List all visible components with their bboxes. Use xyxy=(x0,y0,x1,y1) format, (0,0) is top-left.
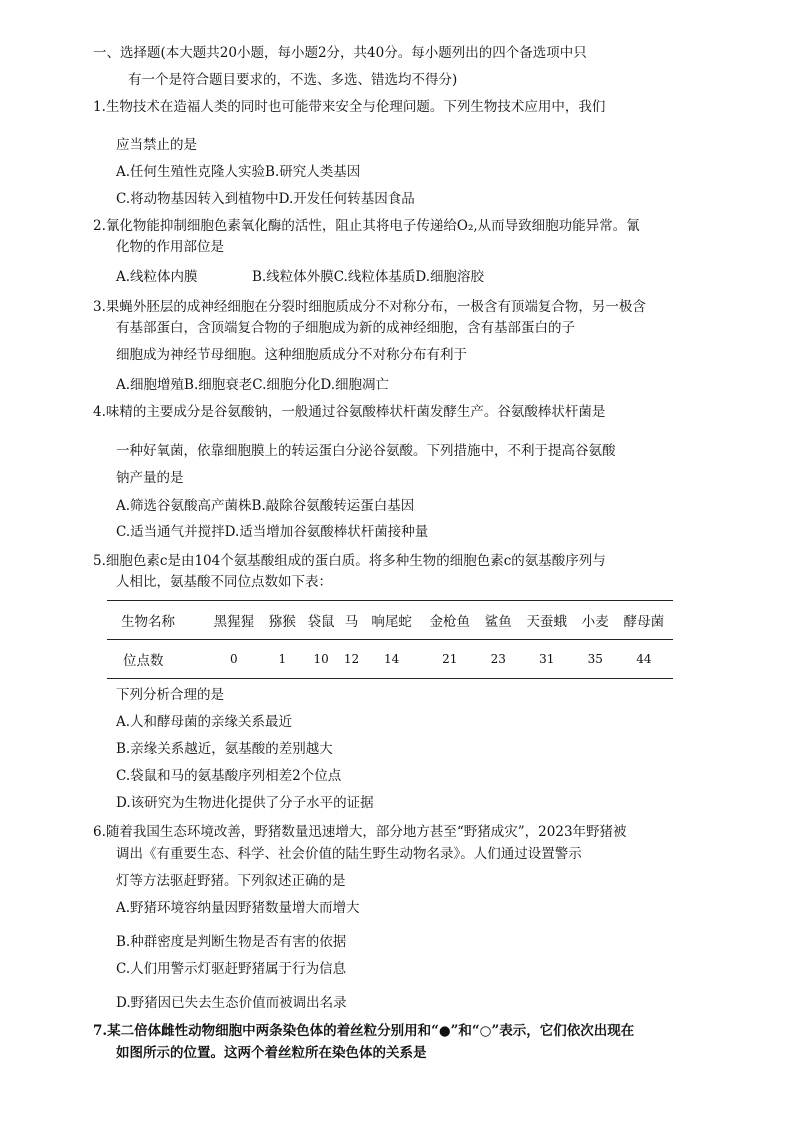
table-cell: 0 xyxy=(205,640,263,679)
q4-options-cd: C.适当通气并搅拌D.适当增加谷氨酸棒状杆菌接种量 xyxy=(116,524,429,540)
table-cell: 44 xyxy=(615,640,673,679)
q6-option-d: D.野猪因已失去生态价值而被调出名录 xyxy=(116,995,347,1011)
q6-stem-1: 6.随着我国生态环境改善，野猪数量迅速增大，部分地方甚至“野猪成灾”，2023年野猪被 xyxy=(93,824,627,840)
table-cell: 14 xyxy=(362,640,420,679)
q2-options-bcd: B.线粒体外膜C.线粒体基质D.细胞溶胶 xyxy=(252,269,484,285)
table-cell: 23 xyxy=(479,640,518,679)
q1-options-ab: A.任何生殖性克隆人实验B.研究人类基因 xyxy=(116,164,361,180)
table-cell: 10 xyxy=(302,640,341,679)
q5-option-a: A.人和酵母菌的亲缘关系最近 xyxy=(116,714,293,730)
q3-options: A.细胞增殖B.细胞衰老C.细胞分化D.细胞凋亡 xyxy=(116,377,390,393)
q1-stem-1: 1.生物技术在造福人类的同时也可能带来安全与伦理问题。下列生物技术应用中，我们 xyxy=(93,99,606,115)
q4-stem-2: 一种好氧菌，依靠细胞膜上的转运蛋白分泌谷氨酸。下列措施中，不利于提高谷氨酸 xyxy=(116,443,616,459)
q6-stem-3: 灯等方法驱赶野猪。下列叙述正确的是 xyxy=(116,873,346,889)
q6-option-c: C.人们用警示灯驱赶野猪属于行为信息 xyxy=(116,961,347,977)
q5-question: 下列分析合理的是 xyxy=(116,687,224,703)
q5-stem-2: 人相比，氨基酸不同位点数如下表： xyxy=(116,574,332,590)
table-header-cell: 鲨鱼 xyxy=(479,601,518,640)
q3-stem-3: 细胞成为神经节母细胞。这种细胞质成分不对称分布有利于 xyxy=(116,347,467,363)
q5-option-b: B.亲缘关系越近，氨基酸的差别越大 xyxy=(116,741,333,757)
q5-option-d: D.该研究为生物进化提供了分子水平的证据 xyxy=(116,795,374,811)
q2-option-a: A.线粒体内膜 xyxy=(116,269,198,285)
table-header-cell: 天蚕蛾 xyxy=(518,601,576,640)
section-title-cont: 有一个是符合题目要求的，不选、多选、错选均不得分) xyxy=(128,72,458,88)
table-cell: 21 xyxy=(421,640,479,679)
table-header-cell: 黑猩猩 xyxy=(205,601,263,640)
q7-stem-2: 如图所示的位置。这两个着丝粒所在染色体的关系是 xyxy=(116,1045,427,1061)
q4-stem-1: 4.味精的主要成分是谷氨酸钠，一般通过谷氨酸棒状杆菌发酵生产。谷氨酸棒状杆菌是 xyxy=(93,404,606,420)
table-header-cell: 生物名称 xyxy=(107,601,205,640)
table-header-cell: 小麦 xyxy=(576,601,615,640)
q6-option-b: B.种群密度是判断生物是否有害的依据 xyxy=(116,934,347,950)
q3-stem-2: 有基部蛋白，含顶端复合物的子细胞成为新的成神经细胞，含有基部蛋白的子 xyxy=(116,320,575,336)
q1-stem-2: 应当禁止的是 xyxy=(116,137,197,153)
table-cell: 12 xyxy=(341,640,363,679)
q2-stem-2: 化物的作用部位是 xyxy=(116,239,224,255)
q6-stem-2: 调出《有重要生态、科学、社会价值的陆生野生动物名录》。人们通过设置警示 xyxy=(116,846,582,862)
table-header-cell: 马 xyxy=(341,601,363,640)
table-header-cell: 响尾蛇 xyxy=(362,601,420,640)
q1-options-cd: C.将动物基因转入到植物中D.开发任何转基因食品 xyxy=(116,191,415,207)
table-header-row xyxy=(107,601,673,640)
table-cell: 35 xyxy=(576,640,615,679)
table-cell: 位点数 xyxy=(107,640,205,679)
q5-option-c: C.袋鼠和马的氨基酸序列相差2个位点 xyxy=(116,768,342,784)
q7-stem-1: 7.某二倍体雌性动物细胞中两条染色体的着丝粒分别用和“●”和“○”表示，它们依次出现在 xyxy=(93,1023,635,1039)
table-cell: 31 xyxy=(518,640,576,679)
q3-stem-1: 3.果蝇外胚层的成神经细胞在分裂时细胞质成分不对称分布，一极含有顶端复合物，另一极含 xyxy=(93,299,646,315)
amino-acid-table xyxy=(107,600,673,679)
q2-stem-1: 2.氰化物能抑制细胞色素氧化酶的活性，阻止其将电子传递给O₂,从而导致细胞功能异常。氰 xyxy=(93,218,640,234)
q6-option-a: A.野猪环境容纳量因野猪数量增大而增大 xyxy=(116,900,360,916)
table-header-cell: 酵母菌 xyxy=(615,601,673,640)
q4-options-ab: A.筛选谷氨酸高产菌株B.敲除谷氨酸转运蛋白基因 xyxy=(116,498,415,514)
table-cell: 1 xyxy=(263,640,302,679)
q5-stem-1: 5.细胞色素c是由104个氨基酸组成的蛋白质。将多种生物的细胞色素c的氨基酸序列与 xyxy=(93,553,606,569)
table-header-cell: 猕猴 xyxy=(263,601,302,640)
table-header-cell: 金枪鱼 xyxy=(421,601,479,640)
q4-stem-3: 钠产量的是 xyxy=(116,470,184,486)
table-header-cell: 袋鼠 xyxy=(302,601,341,640)
section-title: 一、选择题(本大题共20小题，每小题2分，共40分。每小题列出的四个备选项中只 xyxy=(93,45,587,61)
table-row xyxy=(107,640,673,679)
